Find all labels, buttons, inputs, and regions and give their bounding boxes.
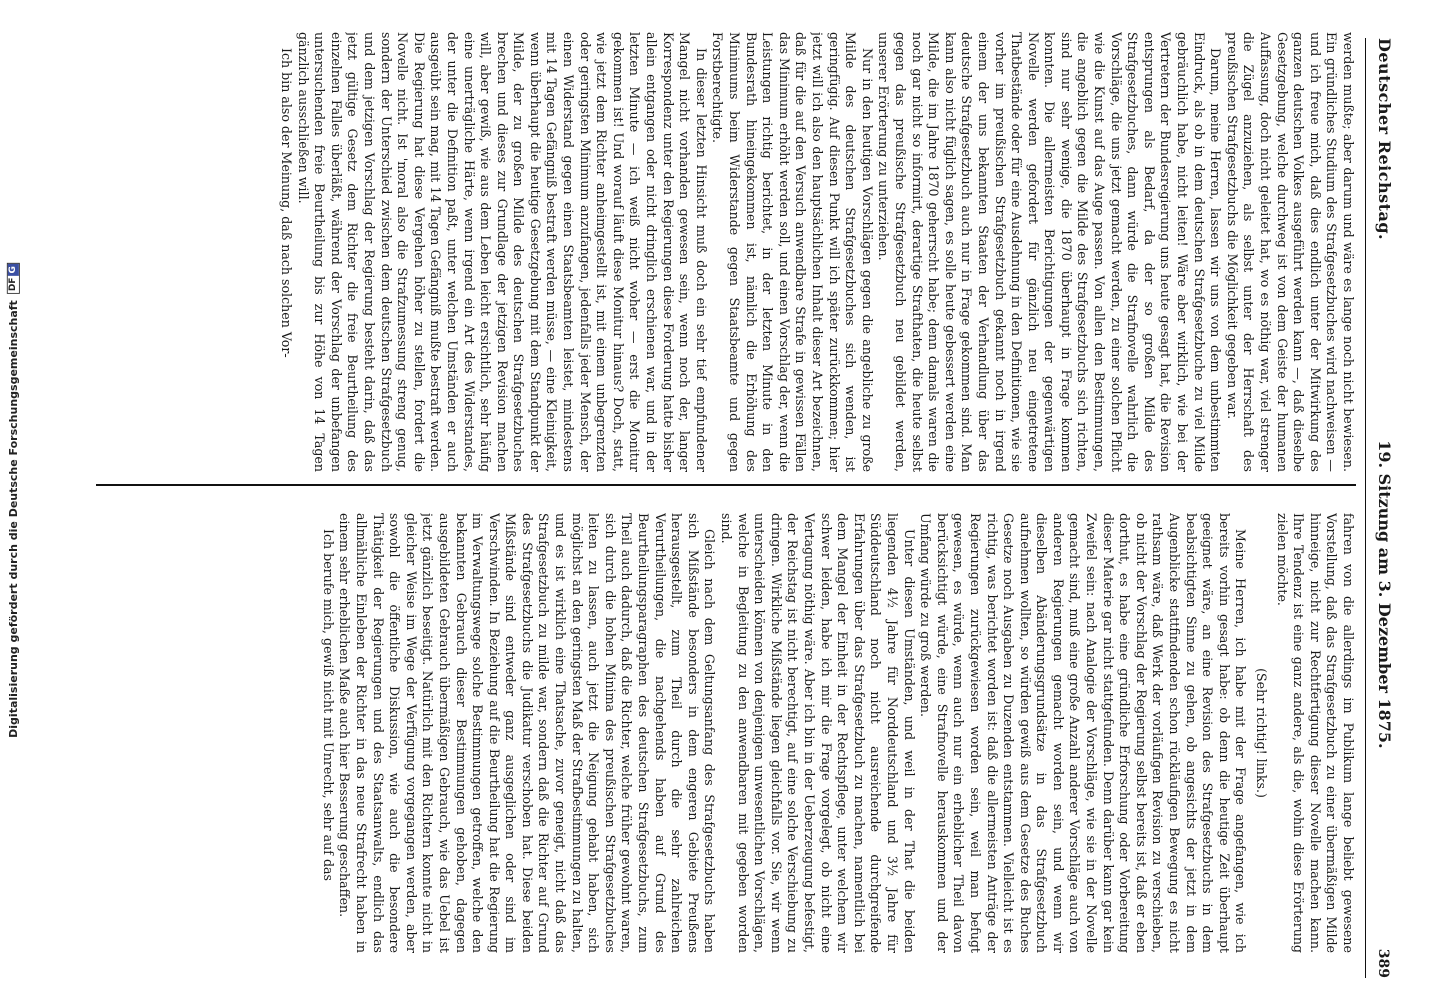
left-column: [86, 32, 1356, 472]
left-paragraph: Nur in den heutigen Vorschlägen gegen die angebliche zu große Milde des deutschen Strafgesetzbuches sich wenden, ist geringfügig. Auf diesen Punkt will ich später zurückkommen; hier jetzt will ich also den hauptsächlichen Inhalt dieser Art bezeichnen, daß für die auf den Versuch anwendbare Strafe in gewissen Fällen das Minimum erhöht werden soll, und einen Vorschlag der, wenn die Leistungen richtig berichtet, in der letzten Minute in den Bundesrath hineingekommen ist, nämlich die Erhöhung des Minimums beim Widerstande gegen Staatsbeamte und gegen Forstberechtigte.: [710, 32, 875, 472]
page-number: 389: [1375, 948, 1391, 978]
applause-note: (Sehr richtig! links.): [1254, 668, 1270, 798]
logo-right: G: [7, 265, 18, 274]
right-paragraph: Gleich nach dem Geltungsanfang des Strafgesetzbuchs haben sich Mißstände besonders in dem engeren Gebiete Preußens herausgestellt, zum Theil durch die sehr zahlreichen Verurtheilungen, die nachgehends haben auf Grund des Beurtheilungsparagraphen des deutschen Strafgesetzbuchs, zum Theil auch dadurch, daß die Richter, welche früher gewohnt waren, sich durch die hohen Minima des preußischen Strafgesetzbuches leiten zu lassen, auch jetzt die Neigung gehabt haben, sich möglichst an den geringsten Maß der Strafbestimmungen zu halten, und es ist wirklich eine Thatsache, zuvor geneigt, nicht daß das Strafgesetzbuch zu milde war, sondern daß die Richter auf Grund des Strafgesetzbuchs die Judikatur verschoben hat. Diese beiden Mißstände sind entweder ganz ausgeglichen oder sind im Verschwinden. In Beziehung auf die Beurtheilung hat die Regierung im Verwaltungswege solche Bestimmungen getroffen, welche den bekannten Gebrauch dieser Bestimmungen gehoben, dagegen ausgebildeten Gebrauch übermäßigen Gebrauch, wie das Uebel ist jetzt gänzlich beseitigt. Natürlich mit den Richtern konnte nicht in gleicher Weise im Wege der Verfügung vorgegangen werden, aber sowohl die öffentliche Diskussion, wie auch die besondere Thätigkeit der Regierungen und des Staatsanwalts, endlich das allmähliche Einleben der Richter in das neue Strafrecht haben in einem sehr erheblichen Maße auch hier Besserung geschaffen.: [337, 513, 718, 953]
left-paragraph: Darum, meine Herren, lassen wir uns von dem unbestimmten Eindruck, als ob in dem deutschen Strafgesetzbuche zu viel Milde gebräuchlich habe, nicht leiten! Wäre aber wirklich, wie bei der Vertretern der Bundesregierung uns heute gesagt hat, die Revision entsprungen als Bedarf, da der so großen Milde des Strafgesetzbuches, dann würde die Strafnovelle wahrlich die Vorschläge, die uns jetzt gemacht werden, zu einer solchen Pflicht wie die Kunst auf das Auge passen. Von allen den Bestimmungen, die angeblich gegen die Milde des Strafgesetzbuchs sich richten, sind nur sehr wenige, die 1870 überhaupt in Frage kommen konnten. Die allermeisten Berichtigungen der gegenwärtigen Novelle werden gefordert für gänzlich neu eingetretene Thatbestände oder für eine Ausdehnung in den Definitionen, wie sie vorher im preußischen Strafgesetzbuch gekannt noch in irgend einem der uns bekannten Staaten der Verhandlung über das deutsche Strafgesetzbuch auch nur in Frage gekommen sind. Man kann also nicht füglich sagen, es solle heute gebessert werden eine Milde, die im Jahre 1870 geherrscht habe; denn damals waren die noch gar nicht so informirt, derartige Strafthaten, die heute selbst gegen das preußische Strafgesetzbuch neu gebildet werden, unserer Erörterung zu unterziehen.: [876, 32, 1224, 472]
right-paragraph: fahren von die allerdings im Publikum lange beliebt gewesene Vorstellung, daß das Strafgesetzbuch zu einer übermäßigen Milde hinneige, nicht zur Rechtfertigung dieser Novelle machen kann. Ihre Tendenz ist eine ganz andere, als die, wohin diese Erörterung zielen möchte.: [1274, 513, 1356, 953]
credit-text: Digitalisierung gefördert durch die Deutsche Forschungsgemeinschaft: [6, 299, 20, 738]
left-paragraph: Ich bin also der Meinung, daß nach solchen Vor-: [279, 48, 294, 358]
page-header: [1365, 38, 1392, 978]
scanned-page-area: [60, 8, 1400, 998]
dfg-logo: [7, 263, 20, 294]
digitization-credit: [2, 0, 24, 1000]
right-paragraph: Unter diesen Umständen, und weil in der That die beiden liegenden 4½ Jahre für Norddeutschland und 3½ Jahre für Süddeutschland noch nicht ausreichende durchgreifende Erfahrungen über das Strafgesetzbuch zu machen, namentlich bei dem Mangel der Einheit in der Rechtspflege, unter welchem wir schwer leiden, habe ich mir die Frage vorgelegt, ob nicht eine Vertagung nöthig wäre. Aber ich bin in der Ueberzeugung befestigt, der Reichstag ist nicht berechtigt, auf eine solche Verschiebung zu dringen. Wirkliche Mißstände liegen gleichfalls vor. Sie, wir wenn unterscheiden können von denjenigen unwesentlichen Vorschlägen, welche in Begleitung zu den anwendbaren mit gegeben worden sind.: [719, 513, 917, 953]
right-column: [86, 513, 1356, 953]
column-divider: [96, 484, 1356, 486]
header-publication: Deutscher Reichstag.: [1375, 38, 1394, 241]
right-paragraph: Ich berufe mich, gewiß nicht mit Unrecht, sehr auf das: [320, 529, 336, 881]
scanned-page: [60, 8, 1400, 998]
logo-left: DF: [7, 277, 18, 291]
left-paragraph: werden mußte; aber darum und wäre es lange noch nicht bewiesen. Ein gründliches Studium des Strafgesetzbuches wird nachweisen — und ich freue mich, daß dies endlich unter der Mitwirkung des ganzen deutschen Volkes ausgeführt werden kann —, daß dieselbe Gesetzgebung, welche durchweg ist von dem Geiste der humanen Auffassung, doch nicht geleitet hat, wo es nöthig war, viel strenger die Zügel anzuziehen, als selbst unter der Herrschaft des preußischen Strafgesetzbuchs die Möglichkeit gegeben war.: [1224, 32, 1356, 472]
header-session: 19. Sitzung am 3. Dezember 1875.: [1375, 440, 1394, 749]
left-paragraph: In dieser letzten Hinsicht muß doch ein sehr tief empfundener Mangel nicht vorhanden gewesen sein, wenn noch der, langer Korrespondenz unter den Regierungen diese Forderung hatte bisher allein entgangen oder nicht dringlich erschienen war, und in der letzten Minute — ich weiß nicht woher — erst die Monitur gekommen ist! Und worauf läuft diese Monitur hinaus? Doch, statt, wie jetzt dem Richter anheimgestellt ist, mit einem unbegrenzten oder geringsten Minimum anzufangen, jedenfalls jeder Mensch, der einen Widerstand gegen einen Staatsbeamten leistet, mindestens mit 14 Tagen Gefängniß bestraft werden müsse, — eine Kleinigkeit, wenn überhaupt die heutige Gesetzgebung mit dem Standpunkt der Milde, der zu großen Milde des deutschen Strafgesetzbuches brechen und dieses zur Grundlage der jetzigen Revision machen will, aber gewiß, wie aus dem Leben leicht ersichtlich, sehr häufig eine unerträgliche Härte, wenn irgend ein Art des Widerstandes, der unter die Definition paßt, unter welchen Umständen er auch ausgeübt sein mag, mit 14 Tagen Gefängniß mußte bestraft werden. Die Regierung hat diese Vergehen höher zu stellen, fordert die Novelle nicht. Ist 'moral also die Strafzumessung streng genug, sondern der Unterschied zwischen dem deutschen Strafgesetzbuch und dem jetzigen Vorschlag der Regierung besteht darin, daß das jetzt gültige Gesetz dem Richter die freie Beurtheilung des einzelnen Falles überläßt, während der Vorschlag der unbefangen untersuchenden freie Beurtheilung bis zur Höhe von 14 Tagen gänzlich ausschließen will.: [295, 32, 709, 472]
right-paragraph: Meine Herren, ich habe mit der Frage angefangen, wie ich bereits vorhin gesagt habe: ob denn die heutige Zeit überhaupt geeignet wäre, an eine Revision des Strafgesetzbuchs in dem beabsichtigten Sinne zu gehen, ob angesichts der jetzt in dem Augenblicke stattfindenden schon rückläufigen Bewegung es nicht rathsam wäre, daß Werk der vorläufigen Revision zu verschieben, ob nicht der Vorschlag der Regierung selbst bereits ist, daß er eben dorthut, es habe eine gründliche Erforschung oder Vorbereitung dieser Materie gar nicht stattgefunden. Denn darüber kann gar kein Zweifel sein: nach Analogie der Vorschläge, wie sie in der Novelle gemacht sind, muß eine große Anzahl anderer Vorschläge auch von anderen Regierungen gemacht worden sein, und wenn wir dieselben Abänderungsgrundsätze in das Strafgesetzbuch aufnehmen wollten, so würden gewiß aus dem Gesetze des Buches Gesetze noch Ausgaben zu Duzenden entstammen. Vielleicht ist es richtig, was berichtet worden ist: daß die allermeisten Anträge der Regierungen zurückgewiesen worden sein, weil man befugt gewesen, es würde, wenn auch nur ein erheblicher Theil davon berücksichtigt würde, eine Strafnovelle herauskommen und der Umfang würde zu groß werden.: [918, 513, 1249, 953]
